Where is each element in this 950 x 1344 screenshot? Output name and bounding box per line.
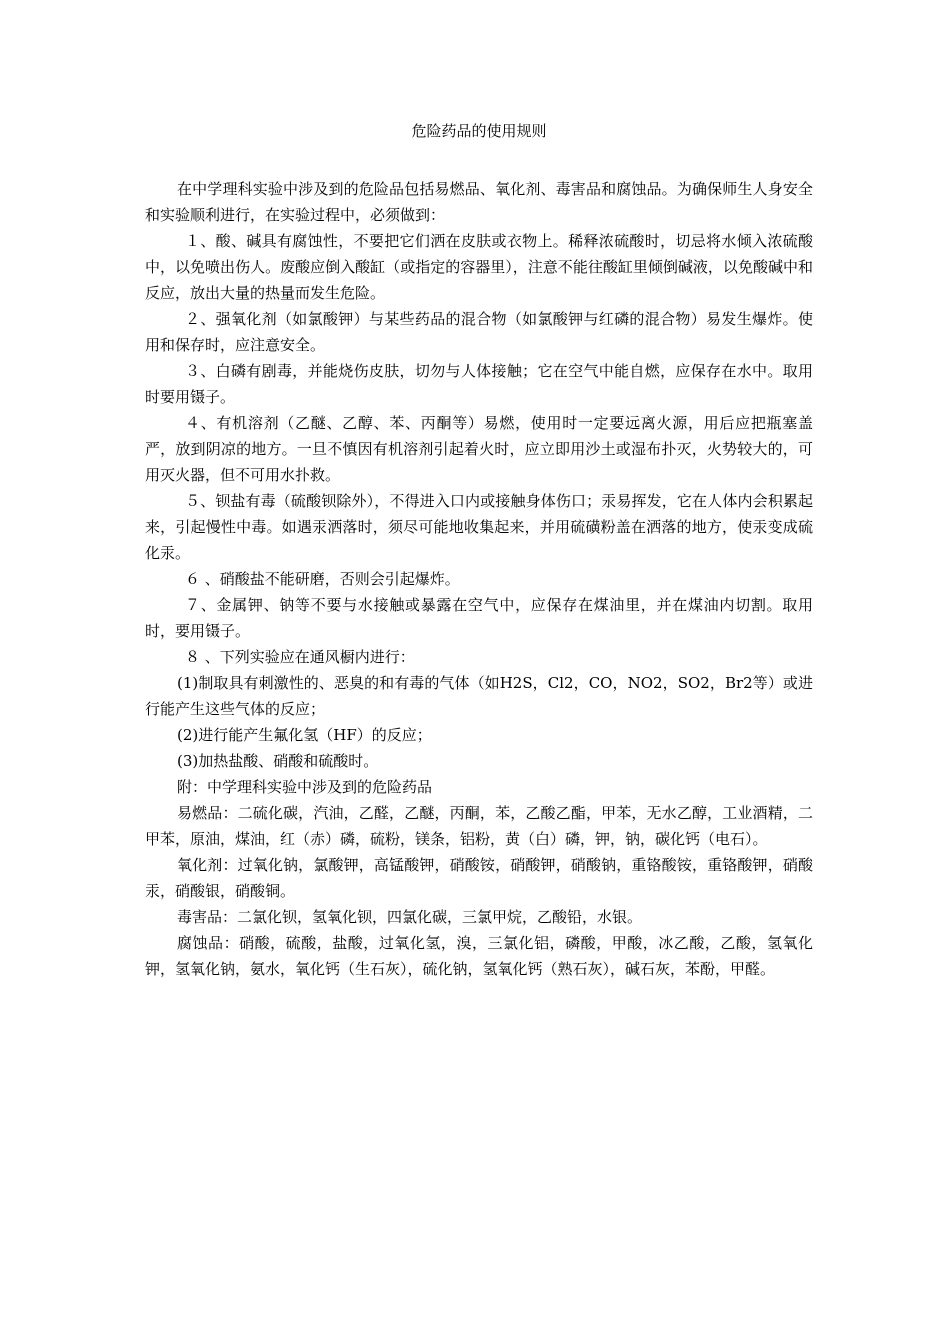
sub-item-1: (1)制取具有刺激性的、恶臭的和有毒的气体（如H2S，Cl2，CO，NO2，SO2，Br2等）或进行能产生这些气体的反应； <box>145 674 813 718</box>
rule-4: ４、有机溶剂（乙醚、乙醇、苯、丙酮等）易燃，使用时一定要远离火源，用后应把瓶塞盖严，放到阴凉的地方。一旦不慎因有机溶剂引起着火时，应立即用沙土或湿布扑灭，火势较大的，可用灭火器，但不可用水扑救。 <box>145 414 813 484</box>
rule-3: ３、白磷有剧毒，并能烧伤皮肤，切勿与人体接触；它在空气中能自燃，应保存在水中。取用时要用镊子。 <box>145 362 813 406</box>
document-title: 危险药品的使用规则 <box>411 122 547 140</box>
rule-5: ５、钡盐有毒（硫酸钡除外），不得进入口内或接触身体伤口；汞易挥发，它在人体内会积累起来，引起慢性中毒。如遇汞洒落时，须尽可能地收集起来，并用硫磺粉盖在洒落的地方，使汞变成硫化汞。 <box>145 492 813 562</box>
appendix-title: 附：中学理科实验中涉及到的危险药品 <box>177 778 433 796</box>
intro-paragraph: 在中学理科实验中涉及到的危险品包括易燃品、氧化剂、毒害品和腐蚀品。为确保师生人身安全和实验顺利进行，在实验过程中，必须做到： <box>145 180 813 224</box>
sub-item-3: (3)加热盐酸、硝酸和硫酸时。 <box>177 752 379 770</box>
rule-8: ８ 、下列实验应在通风橱内进行： <box>185 648 415 666</box>
rule-7: ７、金属钾、钠等不要与水接触或暴露在空气中，应保存在煤油里，并在煤油内切割。取用时，要用镊子。 <box>145 596 813 640</box>
document-page <box>145 118 813 982</box>
rule-2: ２、强氧化剂（如氯酸钾）与某些药品的混合物（如氯酸钾与红磷的混合物）易发生爆炸。使用和保存时，应注意安全。 <box>145 310 813 354</box>
appendix-corrosives: 腐蚀品：硝酸，硫酸，盐酸，过氧化氢，溴，三氯化铝，磷酸，甲酸，冰乙酸，乙酸，氢氧化钾，氢氧化钠，氨水，氧化钙（生石灰），硫化钠，氢氧化钙（熟石灰），碱石灰，苯酚，甲醛。 <box>145 934 813 978</box>
rule-1: １、酸、碱具有腐蚀性，不要把它们洒在皮肤或衣物上。稀释浓硫酸时，切忌将水倾入浓硫酸中，以免喷出伤人。废酸应倒入酸缸（或指定的容器里），注意不能往酸缸里倾倒碱液，以免酸碱中和反应，放出大量的热量而发生危险。 <box>145 232 813 302</box>
appendix-flammables: 易燃品：二硫化碳，汽油，乙醛，乙醚，丙酮，苯，乙酸乙酯，甲苯，无水乙醇，工业酒精，二甲苯，原油，煤油，红（赤）磷，硫粉，镁条，铝粉，黄（白）磷，钾，钠，碳化钙（电石）。 <box>145 804 813 848</box>
rule-6: ６ 、硝酸盐不能研磨，否则会引起爆炸。 <box>185 570 460 588</box>
appendix-oxidizers: 氧化剂：过氧化钠，氯酸钾，高锰酸钾，硝酸铵，硝酸钾，硝酸钠，重铬酸铵，重铬酸钾，硝酸汞，硝酸银，硝酸铜。 <box>145 856 813 900</box>
appendix-toxics: 毒害品：二氯化钡，氢氧化钡，四氯化碳，三氯甲烷，乙酸铅，水银。 <box>177 908 643 926</box>
sub-item-2: (2)进行能产生氟化氢（HF）的反应； <box>177 726 432 744</box>
